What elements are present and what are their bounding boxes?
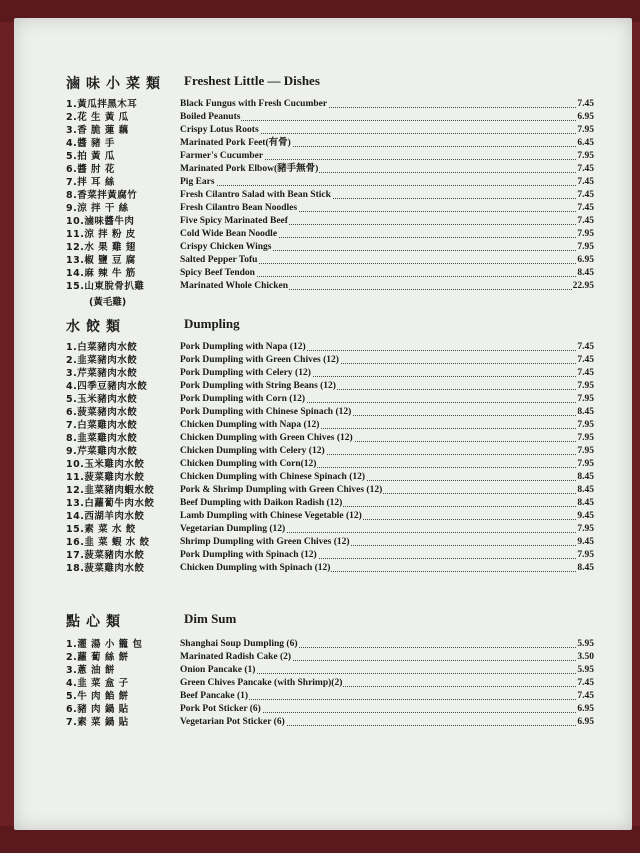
menu-item-row	[14, 484, 632, 497]
menu-item-name-en: Pork & Shrimp Dumpling with Green Chives (12)	[180, 485, 383, 495]
menu-item-row	[14, 393, 632, 406]
menu-item-price: 7.45	[577, 355, 594, 365]
menu-item-price: 7.45	[577, 99, 594, 109]
menu-item-row	[14, 562, 632, 575]
menu-item-price: 5.95	[577, 639, 594, 649]
menu-item-price: 7.95	[577, 125, 594, 135]
menu-item-price: 8.45	[577, 268, 594, 278]
menu-item-name-zh: 4.醬 豬 手	[66, 138, 115, 149]
menu-item-name-zh: 1.白菜豬肉水餃	[66, 342, 138, 353]
menu-item-row	[14, 341, 632, 354]
menu-item-price: 7.95	[577, 151, 594, 161]
menu-item-name-en: Chicken Dumpling with Celery (12)	[180, 446, 325, 456]
menu-item-name-zh: 13.白蘿蔔牛肉水餃	[66, 498, 155, 509]
menu-item-name-en: Five Spicy Marinated Beef	[180, 216, 288, 226]
menu-item-name-en: Pork Dumpling with Chinese Spinach (12)	[180, 407, 352, 417]
menu-item-row	[14, 716, 632, 729]
menu-item-name-zh: 15.素 菜 水 餃	[66, 524, 136, 535]
menu-item-price: 7.45	[577, 216, 594, 226]
menu-item-name-zh: 2.蘿 蔔 絲 餅	[66, 652, 129, 663]
menu-item-row	[14, 651, 632, 664]
menu-item-name-en: Green Chives Pancake (with Shrimp)(2)	[180, 678, 343, 688]
menu-item-name-en: Fresh Cilantro Bean Noodles	[180, 203, 298, 213]
section-title-zh: 滷味小菜類	[66, 76, 166, 92]
menu-item-row	[14, 380, 632, 393]
menu-item-price: 7.95	[577, 381, 594, 391]
menu-item-name-en: Pork Dumpling with Corn (12)	[180, 394, 306, 404]
menu-item-row	[14, 280, 632, 293]
menu-item-price: 7.95	[577, 524, 594, 534]
menu-item-name-en: Crispy Lotus Roots	[180, 125, 259, 135]
menu-item-name-zh: 6.豬 肉 鍋 貼	[66, 704, 129, 715]
menu-item-name-en: Beef Dumpling with Daikon Radish (12)	[180, 498, 343, 508]
menu-item-row	[14, 163, 632, 176]
menu-item-name-en: Marinated Pork Feet(有骨)	[180, 138, 291, 148]
menu-item-name-zh: 2.韭菜豬肉水餃	[66, 355, 138, 366]
menu-item-name-en: Marinated Pork Elbow(豬手無骨)	[180, 164, 319, 174]
menu-item-row	[14, 677, 632, 690]
menu-item-price: 22.95	[572, 281, 594, 291]
menu-item-row	[14, 549, 632, 562]
menu-item-name-zh: 14.西湖羊肉水餃	[66, 511, 145, 522]
menu-item-name-en: Crispy Chicken Wings	[180, 242, 272, 252]
menu-item-name-zh: 9.芹菜雞肉水餃	[66, 446, 138, 457]
menu-item-row	[14, 664, 632, 677]
menu-item-name-zh: 5.拍 黃 瓜	[66, 151, 115, 162]
menu-item-name-zh: 7.拌 耳 絲	[66, 177, 115, 188]
menu-item-name-en: Pork Dumpling with Green Chives (12)	[180, 355, 339, 365]
menu-item-name-en: Pork Dumpling with Celery (12)	[180, 368, 311, 378]
menu-item-row	[14, 690, 632, 703]
menu-item-name-zh: 1.灌 湯 小 籠 包	[66, 639, 143, 650]
menu-item-name-en: Vegetarian Dumpling (12)	[180, 524, 286, 534]
menu-item-row	[14, 111, 632, 124]
menu-item-price: 3.50	[577, 652, 594, 662]
menu-item-name-zh: 4.韭 菜 盒 子	[66, 678, 129, 689]
menu-item-name-zh: 4.四季豆豬肉水餃	[66, 381, 148, 392]
menu-item-row	[14, 406, 632, 419]
menu-item-row	[14, 215, 632, 228]
menu-item-row	[14, 367, 632, 380]
menu-item-price: 6.45	[577, 138, 594, 148]
menu-item-name-en: Pork Pot Sticker (6)	[180, 704, 261, 714]
menu-item-name-en: Marinated Radish Cake (2)	[180, 652, 292, 662]
menu-item-name-zh: 8.香菜拌黃腐竹	[66, 190, 138, 201]
menu-item-row	[14, 254, 632, 267]
menu-item-row	[14, 536, 632, 549]
menu-item-name-zh: 16.韭 菜 蝦 水 餃	[66, 537, 150, 548]
menu-item-row	[14, 497, 632, 510]
section-title-en: Dumpling	[184, 316, 240, 331]
menu-item-row	[14, 228, 632, 241]
menu-item-name-zh: 2.花 生 黃 瓜	[66, 112, 129, 123]
menu-item-row	[14, 510, 632, 523]
menu-item-price: 7.45	[577, 691, 594, 701]
menu-item-name-zh: 7.白菜雞肉水餃	[66, 420, 138, 431]
menu-item-name-en: Pork Dumpling with String Beans (12)	[180, 381, 336, 391]
menu-item-name-en: Chicken Dumpling with Chinese Spinach (12)	[180, 472, 366, 482]
menu-item-name-en: Farmer's Cucumber	[180, 151, 264, 161]
section-title-zh: 水餃類	[66, 319, 126, 335]
menu-item-name-zh: 6.醬 肘 花	[66, 164, 115, 175]
menu-item-name-zh: 17.菠菜豬肉水餃	[66, 550, 145, 561]
menu-item-row	[14, 638, 632, 651]
menu-item-price: 5.95	[577, 665, 594, 675]
menu-item-price: 8.45	[577, 498, 594, 508]
menu-item-row	[14, 458, 632, 471]
menu-item-price: 9.45	[577, 537, 594, 547]
menu-item-name-en: Chicken Dumpling with Green Chives (12)	[180, 433, 353, 443]
menu-item-row	[14, 98, 632, 111]
menu-item-price: 6.95	[577, 112, 594, 122]
menu-item-name-en: Chicken Dumpling with Spinach (12)	[180, 563, 331, 573]
menu-page	[14, 18, 632, 830]
menu-item-name-en: Chicken Dumpling with Corn(12)	[180, 459, 317, 469]
menu-item-name-en: Shanghai Soup Dumpling (6)	[180, 639, 298, 649]
menu-item-name-en: Boiled Peanuts	[180, 112, 241, 122]
menu-item-name-zh: 3.芹菜豬肉水餃	[66, 368, 138, 379]
menu-item-price: 7.95	[577, 446, 594, 456]
menu-item-price: 8.45	[577, 485, 594, 495]
menu-binder-bottom	[0, 826, 640, 853]
menu-item-name-zh: 12.韭菜豬肉蝦水餃	[66, 485, 155, 496]
menu-item-row	[14, 189, 632, 202]
menu-item-row	[14, 445, 632, 458]
menu-item-name-en: Pork Dumpling with Spinach (12)	[180, 550, 317, 560]
menu-item-price: 7.95	[577, 242, 594, 252]
menu-item-row	[14, 523, 632, 536]
menu-item-price: 7.45	[577, 342, 594, 352]
menu-item-row	[14, 241, 632, 254]
item-sub-note: (黃毛雞)	[89, 297, 127, 308]
menu-item-row	[14, 124, 632, 137]
menu-item-price: 7.95	[577, 459, 594, 469]
menu-item-price: 7.95	[577, 433, 594, 443]
menu-item-row	[14, 137, 632, 150]
menu-item-name-en: Marinated Whole Chicken	[180, 281, 289, 291]
menu-item-name-zh: 3.香 脆 蓮 藕	[66, 125, 129, 136]
menu-item-price: 7.95	[577, 394, 594, 404]
menu-item-row	[14, 419, 632, 432]
menu-item-name-en: Shrimp Dumpling with Green Chives (12)	[180, 537, 350, 547]
menu-item-price: 7.95	[577, 420, 594, 430]
menu-item-name-zh: 7.素 菜 鍋 貼	[66, 717, 129, 728]
menu-item-name-en: Onion Pancake (1)	[180, 665, 256, 675]
menu-item-row	[14, 432, 632, 445]
section-title-en: Freshest Little — Dishes	[184, 73, 320, 88]
menu-item-name-en: Spicy Beef Tendon	[180, 268, 255, 278]
menu-item-name-zh: 9.涼 拌 干 絲	[66, 203, 129, 214]
menu-item-name-zh: 13.椒 鹽 豆 腐	[66, 255, 136, 266]
menu-item-name-zh: 18.菠菜雞肉水餃	[66, 563, 145, 574]
menu-item-name-zh: 8.韭菜雞肉水餃	[66, 433, 138, 444]
menu-item-price: 9.45	[577, 511, 594, 521]
menu-item-name-zh: 11.涼 拌 粉 皮	[66, 229, 136, 240]
menu-item-price: 7.45	[577, 678, 594, 688]
menu-item-name-en: Cold Wide Bean Noodle	[180, 229, 278, 239]
menu-item-name-zh: 11.菠菜雞肉水餃	[66, 472, 145, 483]
menu-item-name-zh: 5.牛 肉 餡 餅	[66, 691, 129, 702]
menu-item-price: 7.95	[577, 229, 594, 239]
menu-item-row	[14, 150, 632, 163]
menu-item-price: 8.45	[577, 472, 594, 482]
dot-leader	[180, 185, 576, 186]
menu-item-price: 8.45	[577, 407, 594, 417]
menu-item-price: 7.45	[577, 368, 594, 378]
menu-item-row	[14, 354, 632, 367]
menu-item-name-en: Pig Ears	[180, 177, 215, 187]
menu-item-name-zh: 10.玉米雞肉水餃	[66, 459, 145, 470]
menu-item-name-en: Beef Pancake (1)	[180, 691, 249, 701]
menu-item-name-en: Vegetarian Pot Sticker (6)	[180, 717, 285, 727]
section-title-zh: 點心類	[66, 614, 126, 630]
menu-item-price: 6.95	[577, 717, 594, 727]
menu-item-row	[14, 202, 632, 215]
section-title-en: Dim Sum	[184, 611, 237, 626]
menu-item-price: 7.45	[577, 177, 594, 187]
menu-item-name-en: Pork Dumpling with Napa (12)	[180, 342, 306, 352]
menu-item-name-zh: 14.麻 辣 牛 筋	[66, 268, 136, 279]
menu-item-name-zh: 3.蔥 油 餅	[66, 665, 115, 676]
menu-item-name-zh: 6.菠菜豬肉水餃	[66, 407, 138, 418]
menu-item-price: 6.95	[577, 255, 594, 265]
menu-item-name-en: Lamb Dumpling with Chinese Vegetable (12)	[180, 511, 362, 521]
menu-item-row	[14, 471, 632, 484]
menu-item-price: 7.45	[577, 190, 594, 200]
menu-item-price: 8.45	[577, 563, 594, 573]
menu-item-name-zh: 15.山東脫骨扒雞	[66, 281, 145, 292]
menu-item-name-zh: 5.玉米豬肉水餃	[66, 394, 138, 405]
menu-item-price: 6.95	[577, 704, 594, 714]
menu-item-name-en: Black Fungus with Fresh Cucumber	[180, 99, 328, 109]
menu-item-price: 7.45	[577, 203, 594, 213]
menu-item-name-en: Chicken Dumpling with Napa (12)	[180, 420, 320, 430]
menu-item-name-en: Fresh Cilantro Salad with Bean Stick	[180, 190, 331, 200]
menu-item-name-en: Salted Pepper Tofu	[180, 255, 258, 265]
menu-item-name-zh: 10.滷味醬牛肉	[66, 216, 135, 227]
menu-item-row	[14, 703, 632, 716]
menu-item-name-zh: 12.水 果 雞 翅	[66, 242, 136, 253]
menu-item-price: 7.95	[577, 550, 594, 560]
menu-item-price: 7.45	[577, 164, 594, 174]
menu-item-name-zh: 1.黃瓜拌黑木耳	[66, 99, 138, 110]
menu-item-row	[14, 176, 632, 189]
menu-item-row	[14, 267, 632, 280]
